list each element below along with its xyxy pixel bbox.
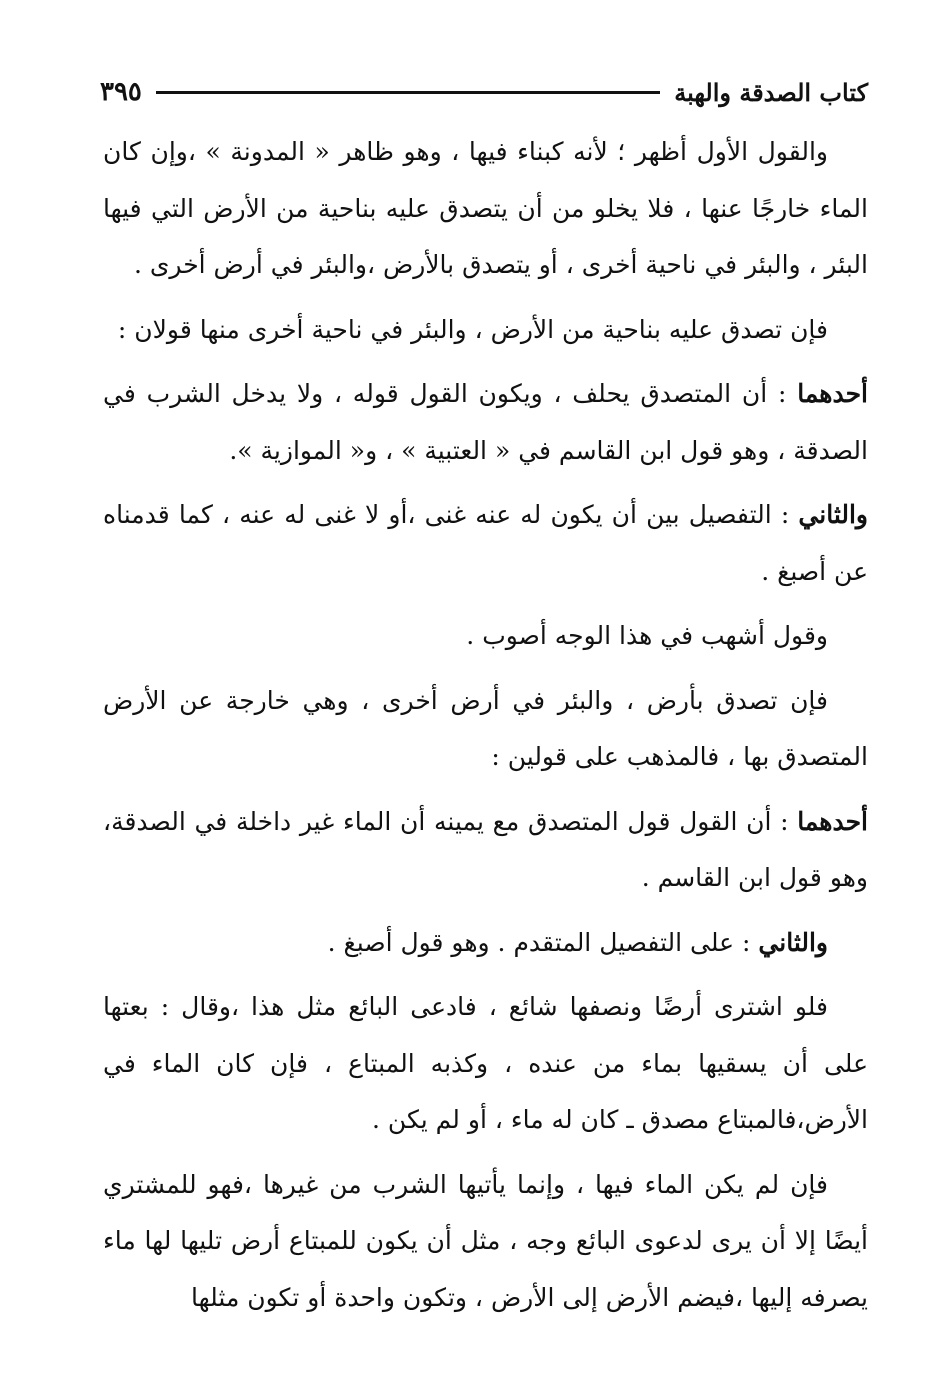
paragraph-4 [103,487,868,600]
paragraph-lead: أحدهما [797,379,868,408]
paragraph-6 [103,673,868,786]
page-number: ٣٩٥ [100,77,142,107]
paragraph-text: : على التفصيل المتقدم . وهو قول أصبغ . [327,927,759,957]
paragraph-lead: والثاني [758,927,828,957]
paragraph-text: : التفصيل بين أن يكون له عنه غنى ،أو لا غنى له عنه ، كما قدمناه عن أصبغ . [103,500,868,586]
paragraph-8 [103,915,868,972]
paragraph-lead: والثاني [798,500,868,529]
paragraph-2 [103,302,868,359]
paragraph-text: فإن لم يكن الماء فيها ، وإنما يأتيها الشرب من غيرها ،فهو للمشتري أيضًا إلا أن يرى لدعوى البائع وجه ، مثل أن يكون للمبتاع أرض تليها لها ماء يصرفه إليها ،فيضم الأرض إلى الأرض ، وتكون واحدة أو تكون مثلها [103,1169,868,1312]
chapter-title: كتاب الصدقة والهبة [674,77,868,107]
paragraph-10 [103,1157,868,1327]
running-header [100,72,868,112]
paragraph-text: : أن القول قول المتصدق مع يمينه أن الماء غير داخلة في الصدقة، وهو قول ابن القاسم . [103,806,868,892]
paragraph-text: والقول الأول أظهر ؛ لأنه كبناء فيها ، وهو ظاهر « المدونة » ،وإن كان الماء خارجًا عنها ، فلا يخلو من أن يتصدق عليه بناحية من الأرض التي فيها البئر ، والبئر في ناحية أخرى ، أو يتصدق بالأرض ،والبئر في أرض أخرى . [103,137,868,279]
paragraph-1 [103,124,868,294]
paragraph-lead: أحدهما [797,806,868,836]
paragraph-9 [103,979,868,1149]
body-text [103,124,868,1334]
paragraph-text: فإن تصدق عليه بناحية من الأرض ، والبئر في ناحية أخرى منها قولان : [117,314,828,344]
paragraph-text: وقول أشهب في هذا الوجه أصوب . [466,621,828,650]
paragraph-3 [103,366,868,479]
paragraph-5 [103,608,868,665]
paragraph-7 [103,794,868,907]
header-rule [156,91,660,94]
paragraph-text: فإن تصدق بأرض ، والبئر في أرض أخرى ، وهي خارجة عن الأرض المتصدق بها ، فالمذهب على قولين : [103,685,868,771]
paragraph-text: : أن المتصدق يحلف ، ويكون القول قوله ، ولا يدخل الشرب في الصدقة ، وهو قول ابن القاسم في « العتبية » ، و« الموازية ». [103,379,868,465]
paragraph-text: فلو اشترى أرضًا ونصفها شائع ، فادعى البائع مثل هذا ،وقال : بعتها على أن يسقيها بماء من عنده ، وكذبه المبتاع ، فإن كان الماء في الأرض،فالمبتاع مصدق ـ كان له ماء ، أو لم يكن . [103,992,868,1134]
